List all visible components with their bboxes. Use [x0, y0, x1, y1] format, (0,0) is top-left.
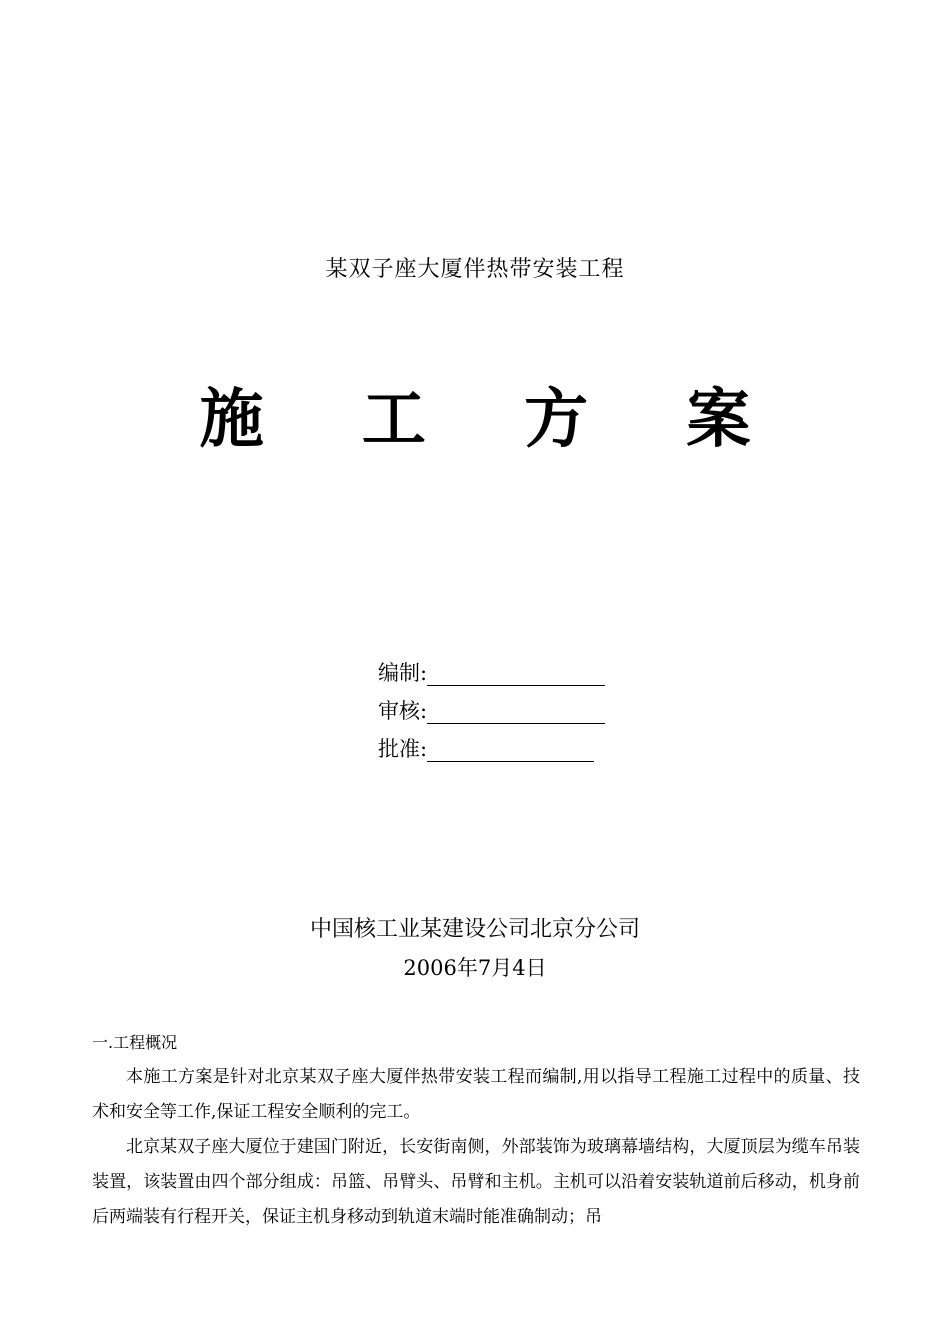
paragraph: 本施工方案是针对北京某双子座大厦伴热带安装工程而编制,用以指导工程施工过程中的质量、技术和安全等工作,保证工程安全顺利的完工。 — [92, 1067, 860, 1122]
signature-block — [378, 654, 605, 768]
document-date: 2006年7月4日 — [403, 956, 547, 980]
section-heading: 一.工程概况 — [92, 1033, 178, 1052]
project-title: 某双子座大厦伴热带安装工程 — [325, 257, 625, 282]
compile-label: 编制: — [378, 661, 428, 685]
organization-name: 中国核工业某建设公司北京分公司 — [309, 917, 640, 942]
review-signature-line — [427, 693, 605, 724]
compile-signature-line — [427, 655, 605, 686]
approve-signature-line — [427, 731, 594, 762]
paragraph: 北京某双子座大厦位于建国门附近，长安街南侧，外部装饰为玻璃幕墙结构，大厦顶层为缆车吊装装置，该装置由四个部分组成：吊篮、吊臂头、吊臂和主机。主机可以沿着安装轨道前后移动，机身前后两端装有行程开关，保证主机身移动到轨道末端时能准确制动；吊 — [92, 1137, 860, 1227]
signature-row-review — [378, 692, 605, 730]
main-title: 施 工 方 案 — [199, 382, 789, 457]
signature-row-compile — [378, 654, 605, 692]
approve-label: 批准: — [378, 737, 428, 761]
review-label: 审核: — [378, 699, 428, 723]
section-body — [92, 1060, 860, 1235]
signature-row-approve — [378, 730, 605, 768]
